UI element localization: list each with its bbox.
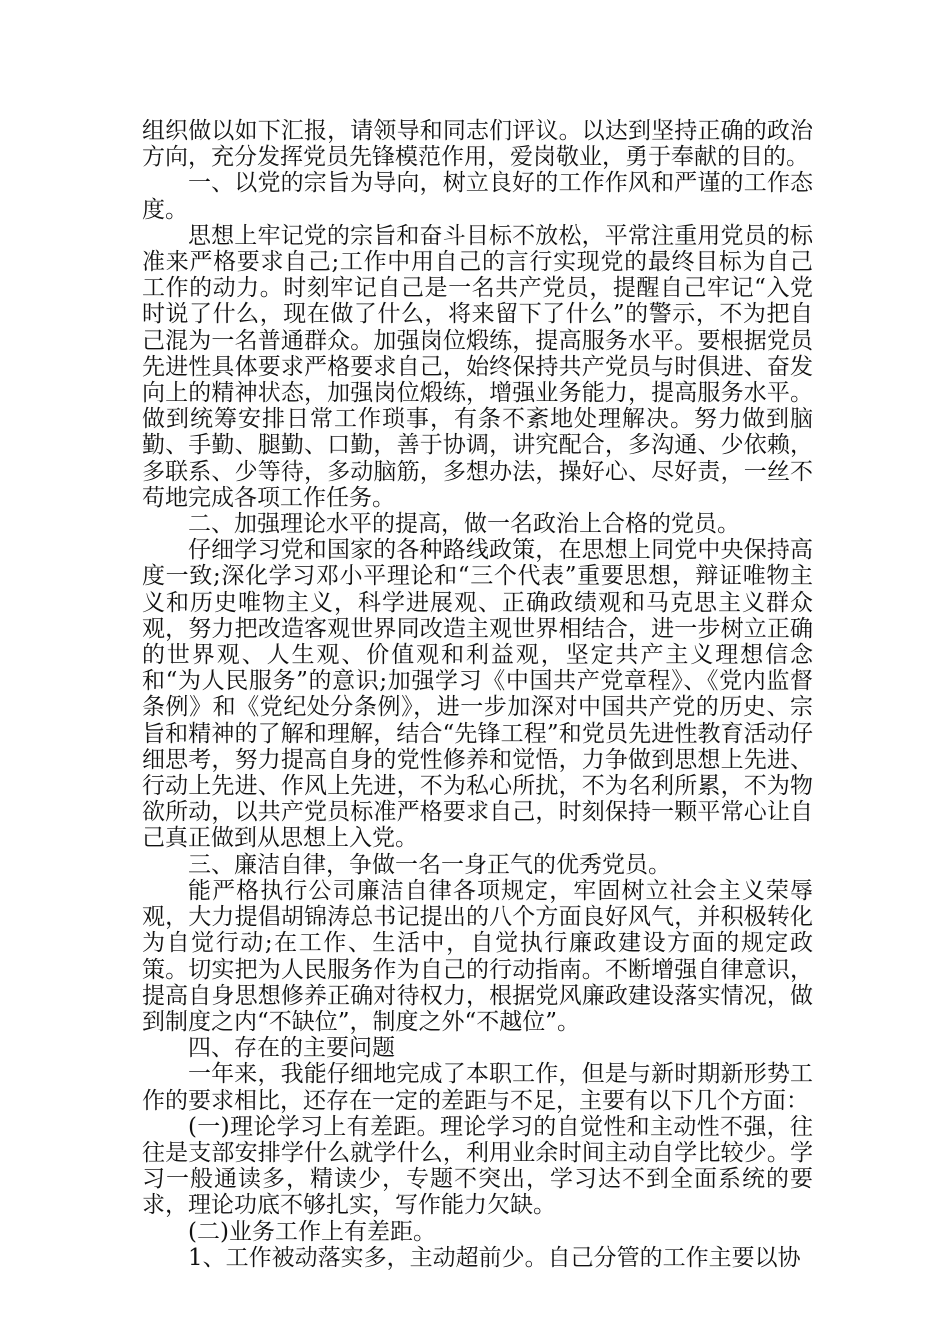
heading-problem-2: (二)业务工作上有差距。	[188, 1218, 436, 1245]
paragraph-intro: 组织做以如下汇报，请领导和同志们评议。以达到坚持正确的政治方向，充分发挥党员先锋模范作用，爱岗敬业，勇于奉献的目的。	[142, 118, 813, 171]
paragraph-problem-1: (一)理论学习上有差距。理论学习的自觉性和主动性不强，往往是支部安排学什么就学什么，利用业余时间主动自学比较少。学习一般通读多，精读少，专题不突出，学习达不到全面系统的要求，理论功底不够扎实，写作能力欠缺。	[142, 1113, 813, 1219]
heading-section-1: 一、以党的宗旨为导向，树立良好的工作作风和严谨的工作态度。	[142, 170, 813, 223]
document-body	[142, 118, 813, 1271]
heading-section-4: 四、存在的主要问题	[188, 1035, 395, 1062]
paragraph-section-2: 仔细学习党和国家的各种路线政策，在思想上同党中央保持高度一致;深化学习邓小平理论和“三个代表”重要思想，辩证唯物主义和历史唯物主义，科学进展观、正确政绩观和马克思主义群众观，努力把改造客观世界同改造主观世界相结合，进一步树立正确的世界观、人生观、价值观和利益观，坚定共产主义理想信念和“为人民服务”的意识;加强学习《中国共产党章程》、《党内监督条例》和《党纪处分条例》，进一步加深对中国共产党的历史、宗旨和精神的了解和理解，结合“先锋工程”和党员先进性教育活动仔细思考，努力提高自身的党性修养和觉悟，力争做到思想上先进、行动上先进、作风上先进，不为私心所扰，不为名利所累，不为物欲所动，以共产党员标准严格要求自己，时刻保持一颗平常心让自己真正做到从思想上入党。	[142, 537, 813, 852]
paragraph-section-3: 能严格执行公司廉洁自律各项规定，牢固树立社会主义荣辱观，大力提倡胡锦涛总书记提出的八个方面良好风气，并积极转化为自觉行动;在工作、生活中，自觉执行廉政建设方面的规定政策。切实把为人民服务作为自己的行动指南。不断增强自律意识，提高自身思想修养正确对待权力，根据党风廉政建设落实情况，做到制度之内“不缺位”，制度之外“不越位”。	[142, 877, 813, 1035]
heading-section-3: 三、廉洁自律，争做一名一身正气的优秀党员。	[188, 851, 671, 878]
paragraph-problem-2-item-1: 1、工作被动落实多，主动超前少。自己分管的工作主要以协	[188, 1244, 801, 1271]
heading-section-2: 二、加强理论水平的提高，做一名政治上合格的党员。	[188, 511, 740, 538]
paragraph-section-1: 思想上牢记党的宗旨和奋斗目标不放松，平常注重用党员的标准来严格要求自己;工作中用自己的言行实现党的最终目标为自己工作的动力。时刻牢记自己是一名共产党员，提醒自己牢记“入党时说了什么，现在做了什么，将来留下了什么”的警示，不为把自己混为一名普通群众。加强岗位煅练，提高服务水平。要根据党员先进性具体要求严格要求自己，始终保持共产党员与时俱进、奋发向上的精神状态，加强岗位煅练，增强业务能力，提高服务水平。做到统筹安排日常工作琐事，有条不紊地处理解决。努力做到脑勤、手勤、腿勤、口勤，善于协调，讲究配合，多沟通、少依赖，多联系、少等待，多动脑筋，多想办法，操好心、尽好责，一丝不苟地完成各项工作任务。	[142, 222, 813, 511]
paragraph-section-4-intro: 一年来，我能仔细地完成了本职工作，但是与新时期新形势工作的要求相比，还存在一定的差距与不足，主要有以下几个方面：	[142, 1061, 813, 1114]
